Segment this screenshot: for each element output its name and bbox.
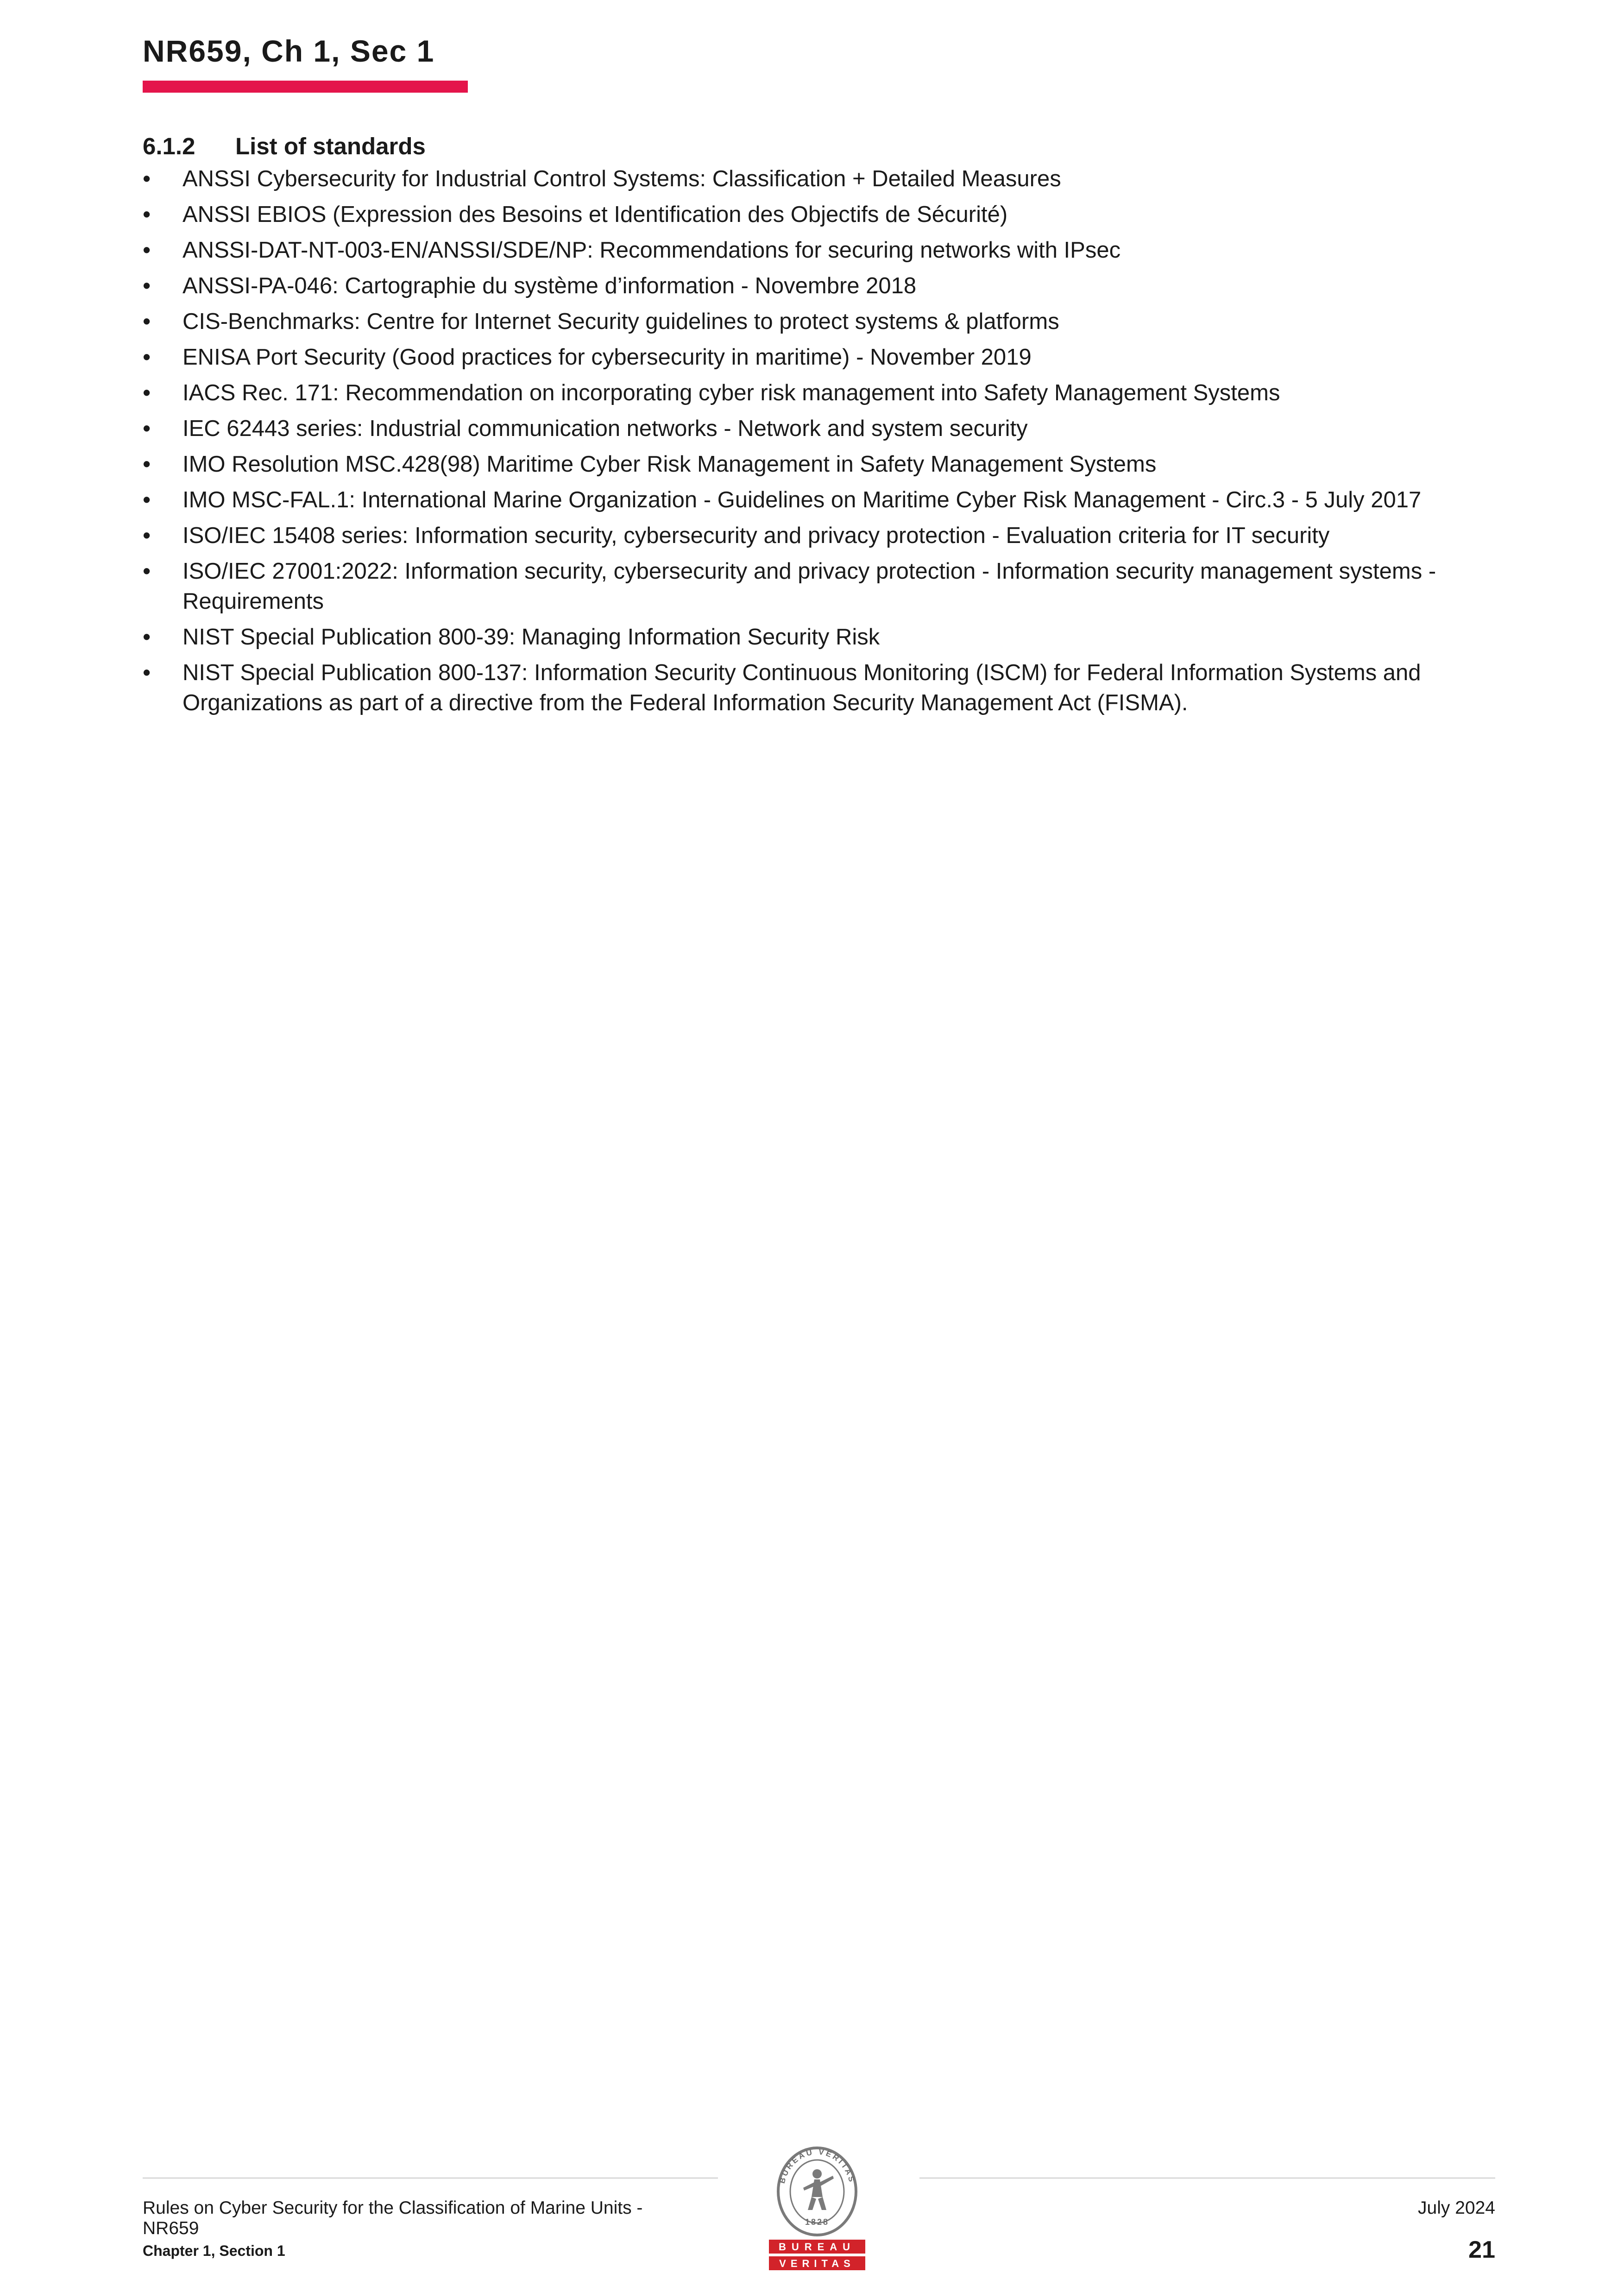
list-item-text: ENISA Port Security (Good practices for cybersecurity in maritime) - November 2019: [183, 345, 1032, 370]
footer-document-title: [143, 2198, 642, 2239]
bullet-icon: •: [143, 559, 151, 584]
bullet-icon: •: [143, 487, 151, 512]
logo-ring-text: BUREAU VERITAS: [777, 2147, 857, 2185]
footer-doc-title-line2: NR659: [143, 2218, 199, 2238]
list-item: [143, 658, 1502, 718]
list-item: [143, 449, 1502, 480]
list-item: [143, 414, 1502, 444]
list-item: [143, 342, 1502, 373]
list-item: [143, 485, 1502, 515]
list-item-text: IMO MSC-FAL.1: International Marine Organization - Guidelines on Maritime Cyber Risk Management - Circ.3 - 5 July 2017: [183, 487, 1422, 512]
bullet-icon: •: [143, 523, 151, 548]
footer-doc-title-line1: Rules on Cyber Security for the Classification of Marine Units -: [143, 2198, 643, 2218]
bullet-icon: •: [143, 416, 151, 441]
footer-page-number: 21: [1468, 2236, 1495, 2263]
list-item-text: NIST Special Publication 800-137: Information Security Continuous Monitoring (ISCM) for Federal Information Systems and Organizations as part of a directive from the Federal Information Security Management Act (FISMA).: [183, 660, 1421, 715]
logo-figure-icon: [803, 2169, 834, 2210]
list-item-text: IMO Resolution MSC.428(98) Maritime Cyber Risk Management in Safety Management Systems: [183, 452, 1157, 477]
bullet-icon: •: [143, 309, 151, 334]
bullet-icon: •: [143, 625, 151, 650]
list-item-text: ANSSI EBIOS (Expression des Besoins et Identification des Objectifs de Sécurité): [183, 202, 1008, 227]
list-item-text: NIST Special Publication 800-39: Managing Information Security Risk: [183, 625, 880, 650]
list-item-text: CIS-Benchmarks: Centre for Internet Security guidelines to protect systems & platforms: [183, 309, 1059, 334]
list-item: [143, 164, 1502, 194]
list-item-text: ANSSI Cybersecurity for Industrial Control Systems: Classification + Detailed Measures: [183, 166, 1061, 191]
bullet-icon: •: [143, 238, 151, 263]
list-item-text: IEC 62443 series: Industrial communication networks - Network and system security: [183, 416, 1028, 441]
page-header-title: NR659, Ch 1, Sec 1: [143, 34, 435, 68]
list-item-text: ISO/IEC 15408 series: Information security, cybersecurity and privacy protection - Evaluation criteria for IT security: [183, 523, 1330, 548]
list-item: [143, 200, 1502, 230]
list-item: [143, 622, 1502, 652]
list-item: [143, 521, 1502, 551]
bullet-icon: •: [143, 660, 151, 685]
section-heading: [143, 133, 426, 160]
list-item: [143, 307, 1502, 337]
section-number: 6.1.2: [143, 133, 195, 159]
list-item: [143, 378, 1502, 408]
footer-date: July 2024: [1418, 2198, 1495, 2218]
list-item-text: ISO/IEC 27001:2022: Information security, cybersecurity and privacy protection - Information security management systems - Requirements: [183, 559, 1436, 614]
bullet-icon: •: [143, 166, 151, 191]
header-accent-bar: [143, 81, 468, 93]
logo-word-bureau: BUREAU: [778, 2241, 856, 2253]
section-title: List of standards: [235, 133, 426, 159]
footer-chapter: Chapter 1, Section 1: [143, 2242, 285, 2259]
list-item: [143, 235, 1502, 265]
bullet-icon: •: [143, 380, 151, 405]
list-item: [143, 271, 1502, 301]
list-item-text: ANSSI-PA-046: Cartographie du système d’information - Novembre 2018: [183, 273, 917, 298]
logo-word-veritas: VERITAS: [779, 2258, 855, 2269]
logo-year: 1828: [805, 2217, 830, 2227]
list-item-text: IACS Rec. 171: Recommendation on incorporating cyber risk management into Safety Management Systems: [183, 380, 1280, 405]
list-item-text: ANSSI-DAT-NT-003-EN/ANSSI/SDE/NP: Recommendations for securing networks with IPsec: [183, 238, 1121, 263]
bullet-icon: •: [143, 273, 151, 298]
bullet-icon: •: [143, 452, 151, 477]
list-item: [143, 556, 1502, 617]
bureau-veritas-logo: [768, 2145, 866, 2272]
bullet-icon: •: [143, 202, 151, 227]
standards-list: [143, 164, 1502, 724]
bullet-icon: •: [143, 345, 151, 370]
